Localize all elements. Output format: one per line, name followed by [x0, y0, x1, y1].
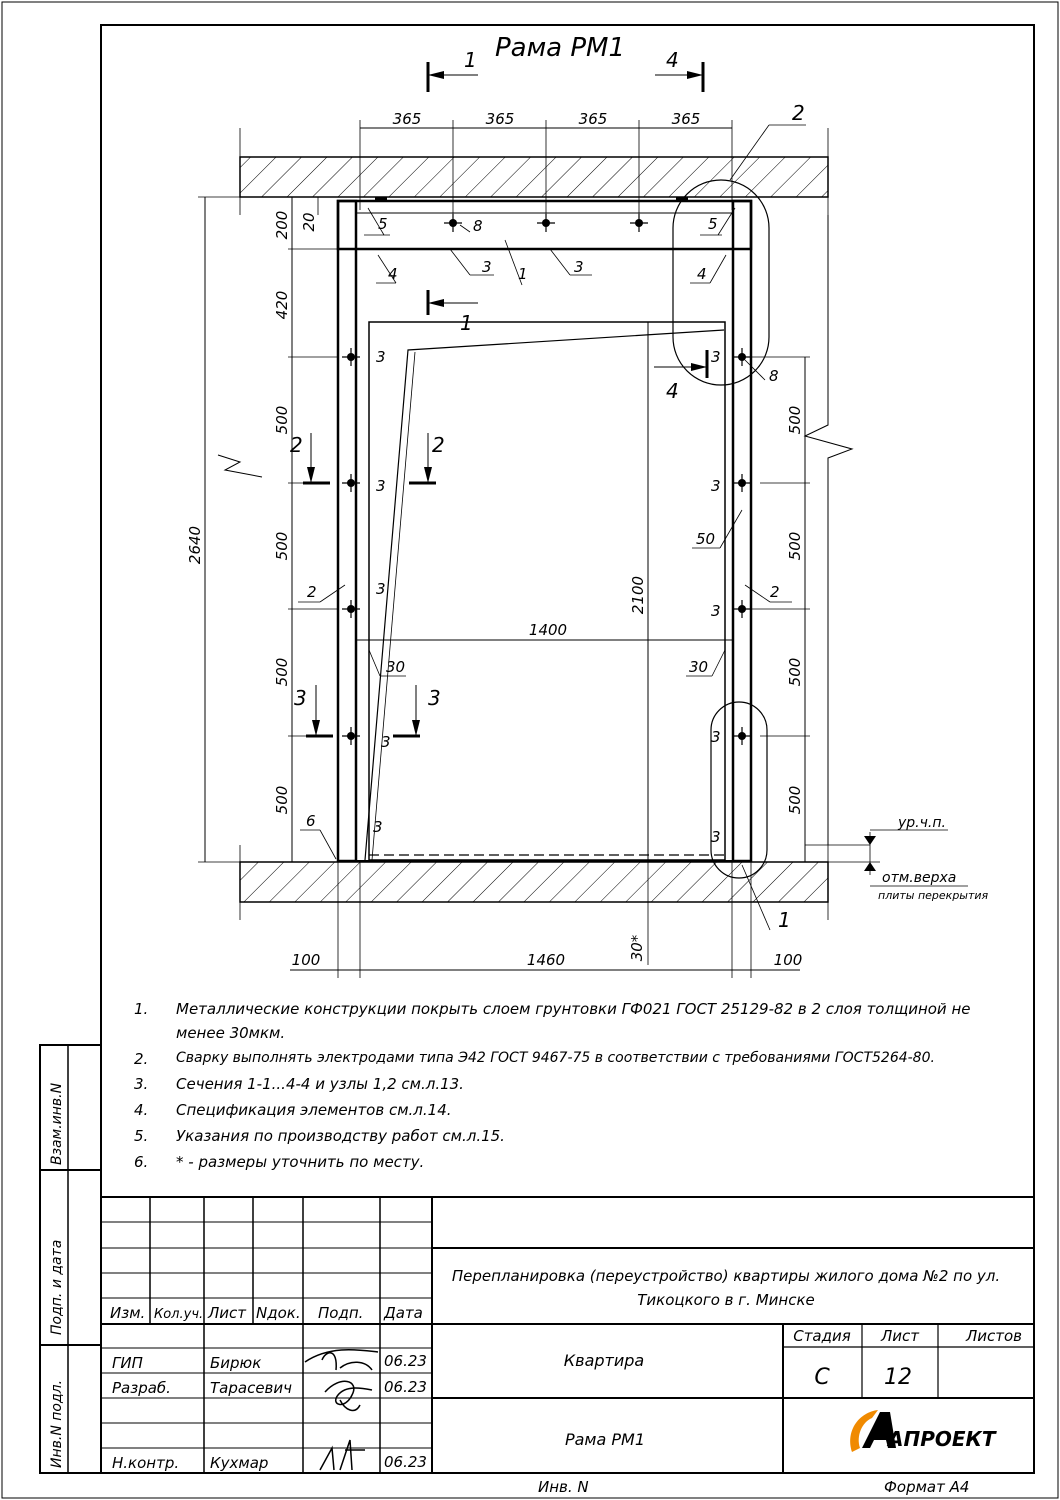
svg-text:500: 500 — [273, 531, 291, 561]
svg-text:3: 3 — [711, 602, 721, 620]
svg-text:1: 1 — [464, 48, 477, 72]
svg-text:Кухмар: Кухмар — [210, 1454, 269, 1472]
svg-text:3: 3 — [373, 818, 383, 836]
section-marker-3 — [294, 685, 441, 736]
svg-text:Листов: Листов — [965, 1327, 1023, 1345]
drawing-title: Рама РМ1 — [494, 33, 626, 63]
svg-text:100: 100 — [291, 951, 321, 969]
note-1: 1. Металлические конструкции покрыть слоем грунтовки ГФ021 ГОСТ 25129-82 в 2 слоя толщиной не — [134, 1000, 971, 1018]
svg-text:200: 200 — [273, 210, 291, 240]
svg-text:Лист: Лист — [880, 1327, 920, 1345]
svg-text:3: 3 — [711, 728, 721, 746]
svg-text:Подп.: Подп. — [318, 1304, 364, 1322]
svg-text:1: 1 — [460, 311, 473, 335]
svg-text:3: 3 — [376, 580, 386, 598]
note-4: 4. Спецификация элементов см.л.14. — [134, 1101, 452, 1119]
svg-text:1400: 1400 — [528, 621, 568, 639]
svg-text:2: 2 — [770, 583, 780, 601]
svg-text:4: 4 — [666, 379, 679, 403]
svg-text:365: 365 — [485, 110, 515, 128]
svg-text:1460: 1460 — [526, 951, 566, 969]
svg-text:Стадия: Стадия — [793, 1327, 851, 1345]
svg-text:Кол.уч.: Кол.уч. — [154, 1307, 204, 1322]
svg-text:8: 8 — [769, 367, 779, 385]
svg-text:365: 365 — [671, 110, 701, 128]
svg-text:2100: 2100 — [629, 575, 647, 615]
section-marker-4-mid — [654, 350, 707, 403]
svg-text:Перепланировка (переустройство: Перепланировка (переустройство) квартиры жилого дома №2 по ул. — [451, 1267, 1001, 1285]
svg-text:3: 3 — [711, 348, 721, 366]
floor-slab — [240, 845, 828, 920]
svg-text:5: 5 — [708, 215, 718, 233]
dims-right — [751, 215, 852, 862]
svg-text:5: 5 — [378, 215, 388, 233]
svg-text:2: 2 — [432, 433, 445, 457]
svg-text:плиты перекрытия: плиты перекрытия — [878, 889, 989, 902]
svg-text:ур.ч.п.: ур.ч.п. — [898, 815, 946, 831]
svg-text:06.23: 06.23 — [384, 1352, 427, 1370]
svg-text:500: 500 — [273, 785, 291, 815]
note-6: 6. * - размеры уточнить по месту. — [134, 1153, 425, 1171]
svg-text:Формат А4: Формат А4 — [884, 1478, 970, 1496]
svg-text:Н.контр.: Н.контр. — [112, 1454, 180, 1472]
svg-text:ГИП: ГИП — [112, 1354, 143, 1372]
svg-text:3: 3 — [482, 258, 492, 276]
svg-text:12: 12 — [884, 1365, 912, 1390]
svg-text:4: 4 — [388, 265, 398, 283]
svg-text:Nдок.: Nдок. — [256, 1304, 301, 1322]
svg-text:Тикоцкого в г. Минске: Тикоцкого в г. Минске — [637, 1291, 815, 1309]
note-5: 5. Указания по производству работ см.л.15. — [134, 1127, 505, 1145]
side-strip — [40, 1045, 101, 1473]
svg-text:30: 30 — [689, 658, 709, 676]
svg-text:8: 8 — [473, 217, 483, 235]
svg-text:365: 365 — [578, 110, 608, 128]
svg-text:420: 420 — [273, 290, 291, 320]
svg-text:2: 2 — [792, 101, 805, 125]
svg-text:4: 4 — [697, 265, 707, 283]
signatures — [305, 1350, 378, 1470]
sheet-inner-frame — [101, 25, 1034, 1473]
svg-text:20: 20 — [300, 212, 318, 232]
svg-text:Квартира: Квартира — [563, 1351, 645, 1370]
dims-inner — [356, 322, 742, 862]
svg-text:500: 500 — [273, 657, 291, 687]
svg-text:Инв. N: Инв. N — [538, 1478, 589, 1496]
side-label-podp: Подп. и дата — [49, 1239, 65, 1335]
callouts — [298, 101, 806, 932]
frame-rm1 — [338, 197, 751, 861]
svg-text:Изм.: Изм. — [110, 1304, 146, 1322]
svg-text:06.23: 06.23 — [384, 1453, 427, 1471]
svg-text:отм.верха: отм.верха — [882, 870, 957, 886]
svg-text:Дата: Дата — [384, 1304, 423, 1322]
svg-text:1: 1 — [778, 908, 791, 932]
svg-text:6: 6 — [306, 812, 316, 830]
note-2: 2. Сварку выполнять электродами типа Э42 ГОСТ 9467-75 в соответствии с требованиями ГОСТ5264-80. — [134, 1050, 935, 1068]
side-label-inv: Инв.N подл. — [49, 1379, 65, 1468]
svg-text:4: 4 — [666, 48, 679, 72]
note-3: 3. Сечения 1-1...4-4 и узлы 1,2 см.л.13. — [134, 1075, 464, 1093]
node-outline-2 — [673, 180, 769, 385]
svg-text:3: 3 — [376, 348, 386, 366]
svg-text:500: 500 — [786, 657, 804, 687]
svg-text:АПРОЕКТ: АПРОЕКТ — [888, 1427, 996, 1451]
svg-text:Лист: Лист — [208, 1304, 247, 1322]
note-1-cont: менее 30мкм. — [176, 1024, 286, 1042]
svg-text:3: 3 — [294, 686, 307, 710]
svg-text:2640: 2640 — [186, 525, 204, 565]
svg-text:100: 100 — [773, 951, 803, 969]
svg-text:30: 30 — [386, 658, 406, 676]
weld-marks — [373, 348, 721, 846]
svg-text:2: 2 — [307, 583, 317, 601]
side-label-vzam: Взам.инв.N — [49, 1082, 65, 1165]
svg-text:30*: 30* — [628, 934, 646, 962]
svg-text:365: 365 — [392, 110, 422, 128]
level-marks — [805, 815, 989, 902]
svg-text:1: 1 — [518, 265, 528, 283]
svg-text:500: 500 — [786, 785, 804, 815]
svg-text:С: С — [814, 1365, 830, 1390]
svg-text:3: 3 — [381, 733, 391, 751]
section-marker-1-top — [428, 48, 478, 92]
svg-text:50: 50 — [696, 530, 716, 548]
svg-text:06.23: 06.23 — [384, 1378, 427, 1396]
svg-text:3: 3 — [711, 828, 721, 846]
svg-text:500: 500 — [273, 405, 291, 435]
title-block-text — [110, 1267, 1022, 1496]
section-marker-2 — [290, 433, 445, 483]
company-logo — [850, 1410, 997, 1452]
svg-text:3: 3 — [711, 477, 721, 495]
svg-text:500: 500 — [786, 531, 804, 561]
svg-text:Бирюк: Бирюк — [210, 1354, 262, 1372]
section-marker-1-mid — [428, 290, 478, 335]
svg-text:Тарасевич: Тарасевич — [210, 1379, 292, 1397]
svg-text:3: 3 — [574, 258, 584, 276]
svg-text:3: 3 — [376, 477, 386, 495]
dims-left — [186, 197, 338, 862]
svg-text:Рама РМ1: Рама РМ1 — [564, 1430, 646, 1449]
svg-text:3: 3 — [428, 686, 441, 710]
svg-text:Разраб.: Разраб. — [112, 1379, 171, 1397]
svg-text:500: 500 — [786, 405, 804, 435]
svg-text:2: 2 — [290, 433, 303, 457]
section-marker-4-top — [655, 48, 703, 92]
